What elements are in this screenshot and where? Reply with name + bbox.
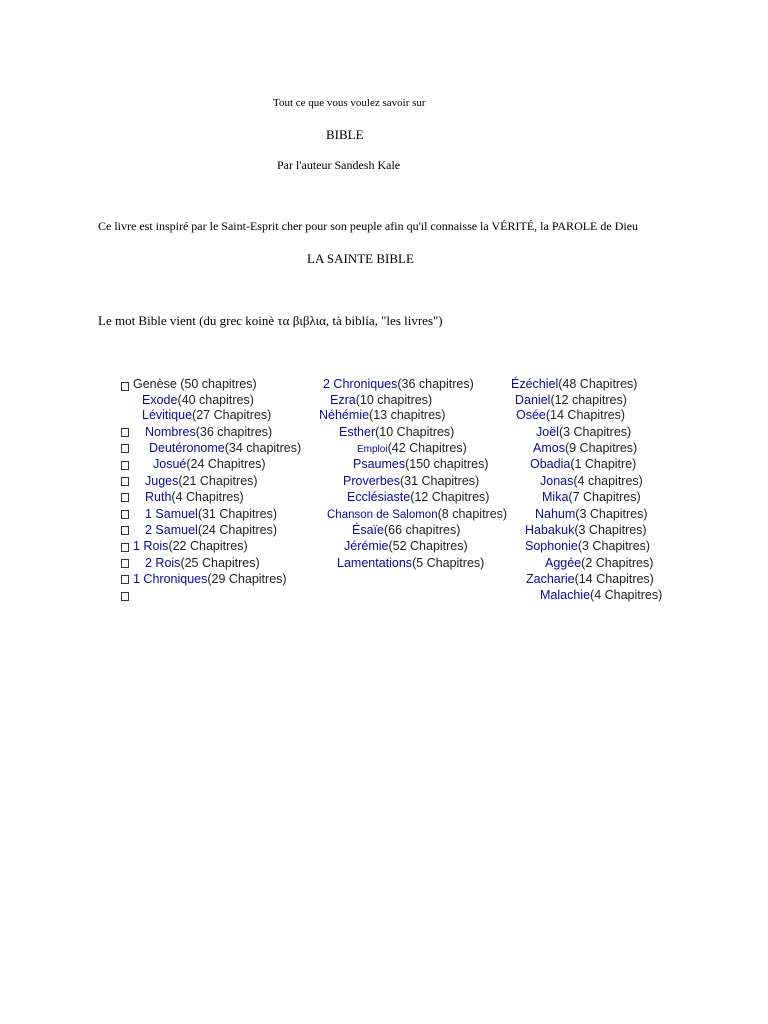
book-link[interactable]: Exode <box>142 393 178 407</box>
book-1-rois: 1 Rois(22 Chapitres) <box>133 539 248 553</box>
bullet-icon <box>121 592 129 601</box>
book-link[interactable]: 2 Rois <box>145 556 181 570</box>
book-link[interactable]: Ezra <box>330 393 356 407</box>
book-link[interactable]: Habakuk <box>525 523 575 537</box>
bullet-icon <box>121 510 129 519</box>
book-josue: Josué(24 Chapitres) <box>153 457 266 471</box>
book-2-rois: 2 Rois(25 Chapitres) <box>145 556 260 570</box>
author-line: Par l'auteur Sandesh Kale <box>277 158 401 172</box>
bullet-icon <box>121 428 129 437</box>
book-link[interactable]: Néhémie <box>319 408 370 422</box>
bullet-icon <box>121 526 129 535</box>
book-link[interactable]: Jérémie <box>344 539 389 553</box>
book-ezra: Ezra(10 chapitres) <box>330 393 433 407</box>
book-malachie: Malachie(4 Chapitres) <box>540 588 663 602</box>
book-link[interactable]: 2 Chroniques <box>323 377 398 391</box>
bullet-icon <box>121 382 129 391</box>
book-emploi: Emploi(42 Chapitres) <box>357 441 467 455</box>
intro-line: Tout ce que vous voulez savoir sur <box>273 97 426 109</box>
book-link[interactable]: Ézéchiel <box>511 377 559 391</box>
book-2-chroniques: 2 Chroniques(36 chapitres) <box>323 377 474 391</box>
book-link[interactable]: Ecclésiaste <box>347 490 411 504</box>
books-list <box>0 377 768 617</box>
book-link[interactable]: Psaumes <box>353 457 406 471</box>
book-link[interactable]: Nahum <box>535 507 576 521</box>
book-link[interactable]: Esther <box>339 425 376 439</box>
book-deuteronome: Deutéronome(34 chapitres) <box>149 441 302 455</box>
book-aggee: Aggée(2 Chapitres) <box>545 556 654 570</box>
book-nahum: Nahum(3 Chapitres) <box>535 507 648 521</box>
book-chanson-de-salomon: Chanson de Salomon(8 chapitres) <box>327 507 508 521</box>
bullet-icon <box>121 493 129 502</box>
book-link[interactable]: 1 Chroniques <box>133 572 208 586</box>
book-link[interactable]: Sophonie <box>525 539 578 553</box>
bullet-icon <box>121 559 129 568</box>
book-joel: Joël(3 Chapitres) <box>536 425 632 439</box>
book-link[interactable]: Ésaïe <box>352 523 384 537</box>
book-link[interactable]: 2 Samuel <box>145 523 198 537</box>
book-link[interactable]: Obadia <box>530 457 571 471</box>
section-heading: LA SAINTE BIBLE <box>307 251 414 266</box>
book-juges: Juges(21 Chapitres) <box>145 474 258 488</box>
book-link[interactable]: 1 Samuel <box>145 507 198 521</box>
book-link[interactable]: Proverbes <box>343 474 400 488</box>
bullet-icon <box>121 477 129 486</box>
book-link[interactable]: Osée <box>516 408 546 422</box>
book-zacharie: Zacharie(14 Chapitres) <box>526 572 654 586</box>
book-1-samuel: 1 Samuel(31 Chapitres) <box>145 507 278 521</box>
book-genese: Genèse (50 chapitres) <box>133 377 257 391</box>
book-jeremie: Jérémie(52 Chapitres) <box>344 539 468 553</box>
bullet-icon <box>121 461 129 470</box>
book-osee: Osée(14 Chapitres) <box>516 408 626 422</box>
book-link[interactable]: Malachie <box>540 588 591 602</box>
book-levitique: Lévitique(27 Chapitres) <box>142 408 272 422</box>
book-psaumes: Psaumes(150 chapitres) <box>353 457 489 471</box>
inspiration-line: Ce livre est inspiré par le Saint-Esprit cher pour son peuple afin qu'il connaisse la VÉRITÉ, la PAROLE de Dieu <box>98 219 639 233</box>
book-link[interactable]: Emploi <box>357 444 388 455</box>
book-mika: Mika(7 Chapitres) <box>542 490 641 504</box>
book-link[interactable]: Nombres <box>145 425 196 439</box>
book-link[interactable]: Joël <box>536 425 559 439</box>
book-link[interactable]: Josué <box>153 457 187 471</box>
book-link[interactable]: Zacharie <box>526 572 575 586</box>
book-link[interactable]: Daniel <box>515 393 551 407</box>
book-link[interactable]: 1 Rois <box>133 539 169 553</box>
document-title: BIBLE <box>326 127 364 142</box>
book-1-chroniques: 1 Chroniques(29 Chapitres) <box>133 572 287 586</box>
book-habakuk: Habakuk(3 Chapitres) <box>525 523 647 537</box>
bullet-icon <box>121 543 129 552</box>
etymology-line: Le mot Bible vient (du grec koinè τα βιβλια, tà biblía, "les livres") <box>98 313 443 328</box>
book-esther: Esther(10 Chapitres) <box>339 425 455 439</box>
book-link[interactable]: Ruth <box>145 490 172 504</box>
book-link[interactable]: Deutéronome <box>149 441 225 455</box>
book-ezechiel: Ézéchiel(48 Chapitres) <box>511 377 638 391</box>
book-proverbes: Proverbes(31 Chapitres) <box>343 474 480 488</box>
book-daniel: Daniel(12 chapitres) <box>515 393 627 407</box>
bullet-icon <box>121 444 129 453</box>
bullet-icon <box>121 575 129 584</box>
book-jonas: Jonas(4 chapitres) <box>540 474 643 488</box>
book-sophonie: Sophonie(3 Chapitres) <box>525 539 651 553</box>
book-ecclesiaste: Ecclésiaste(12 Chapitres) <box>347 490 490 504</box>
book-exode: Exode(40 chapitres) <box>142 393 254 407</box>
book-lamentations: Lamentations(5 Chapitres) <box>337 556 485 570</box>
book-link[interactable]: Jonas <box>540 474 574 488</box>
book-link[interactable]: Amos <box>533 441 565 455</box>
book-amos: Amos(9 Chapitres) <box>533 441 638 455</box>
book-nombres: Nombres(36 chapitres) <box>145 425 273 439</box>
book-esaie: Ésaïe(66 chapitres) <box>352 523 461 537</box>
book-link[interactable]: Aggée <box>545 556 582 570</box>
book-nehemie: Néhémie(13 chapitres) <box>319 408 446 422</box>
book-link[interactable]: Lamentations <box>337 556 413 570</box>
book-ruth: Ruth(4 Chapitres) <box>145 490 244 504</box>
book-link[interactable]: Mika <box>542 490 569 504</box>
book-2-samuel: 2 Samuel(24 Chapitres) <box>145 523 278 537</box>
book-link[interactable]: Chanson de Salomon <box>327 509 438 521</box>
book-obadia: Obadia(1 Chapitre) <box>530 457 637 471</box>
book-link[interactable]: Lévitique <box>142 408 193 422</box>
book-link[interactable]: Juges <box>145 474 179 488</box>
